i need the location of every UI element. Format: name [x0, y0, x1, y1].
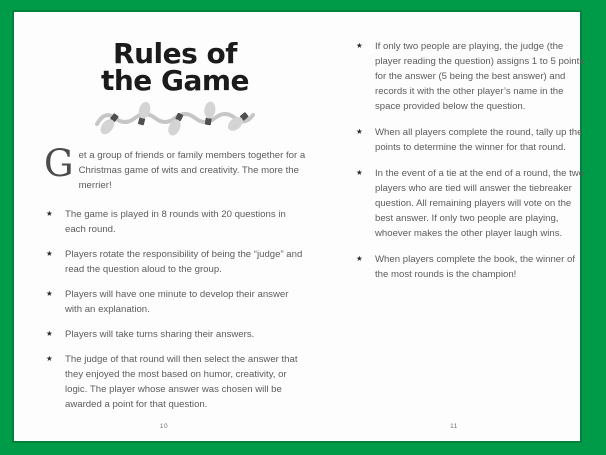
star-bullet-icon: ★ [46, 354, 53, 363]
list-item [44, 207, 306, 237]
list-item [354, 252, 586, 282]
star-bullet-icon: ★ [356, 168, 363, 177]
rule-text: If only two people are playing, the judge (the player reading the question) assigns 1 to 5 points for the answer (5 being the best answer) and records it with the other player’s name in the space provided below the question. [375, 41, 585, 112]
rule-text: When all players complete the round, tally up the points to determine the winner for that round. [375, 127, 583, 153]
star-bullet-icon: ★ [46, 209, 53, 218]
list-item [44, 287, 306, 317]
star-bullet-icon: ★ [46, 249, 53, 258]
right-page [354, 39, 586, 293]
left-rules-list [44, 207, 306, 412]
rule-text: The judge of that round will then select the answer that they enjoyed the most based on humor, creativity, or logic. The player whose answer was chosen will be awarded a point for that question. [65, 354, 298, 410]
star-bullet-icon: ★ [356, 254, 363, 263]
list-item [44, 352, 306, 412]
string-lights-icon [95, 100, 255, 138]
page-title-line2: the Game [100, 64, 250, 97]
list-item [44, 247, 306, 277]
list-item [354, 39, 586, 114]
page-number-left: 10 [159, 423, 169, 430]
rule-text: In the event of a tie at the end of a round, the two players who are tied will answer the tiebreaker question. All remaining players will vote on the best answer. If only two people are playing, whoever makes the other player laugh wins. [375, 168, 585, 239]
star-bullet-icon: ★ [356, 41, 363, 50]
star-bullet-icon: ★ [46, 289, 53, 298]
intro-paragraph [44, 142, 306, 193]
drop-cap: G [44, 142, 74, 185]
list-item [44, 327, 306, 342]
page-title-line1: Rules of [113, 37, 237, 70]
rule-text: Players will have one minute to develop their answer with an explanation. [65, 289, 289, 315]
page-number-right: 11 [450, 423, 458, 430]
page-title [44, 37, 306, 97]
rule-text: Players rotate the responsibility of being the “judge” and read the question aloud to the group. [65, 249, 303, 275]
rule-text: The game is played in 8 rounds with 20 questions in each round. [65, 209, 286, 235]
rule-text: When players complete the book, the winner of the most rounds is the champion! [375, 254, 575, 280]
intro-text: et a group of friends or family members together for a Christmas game of wits and creativity. The more the merrier! [78, 150, 306, 191]
left-page [44, 37, 306, 422]
star-bullet-icon: ★ [46, 329, 53, 338]
book-pages [14, 12, 585, 441]
list-item [354, 166, 586, 241]
rule-text: Players will take turns sharing their answers. [65, 329, 255, 340]
list-item [354, 125, 586, 155]
right-rules-list [354, 39, 586, 282]
star-bullet-icon: ★ [356, 127, 363, 136]
